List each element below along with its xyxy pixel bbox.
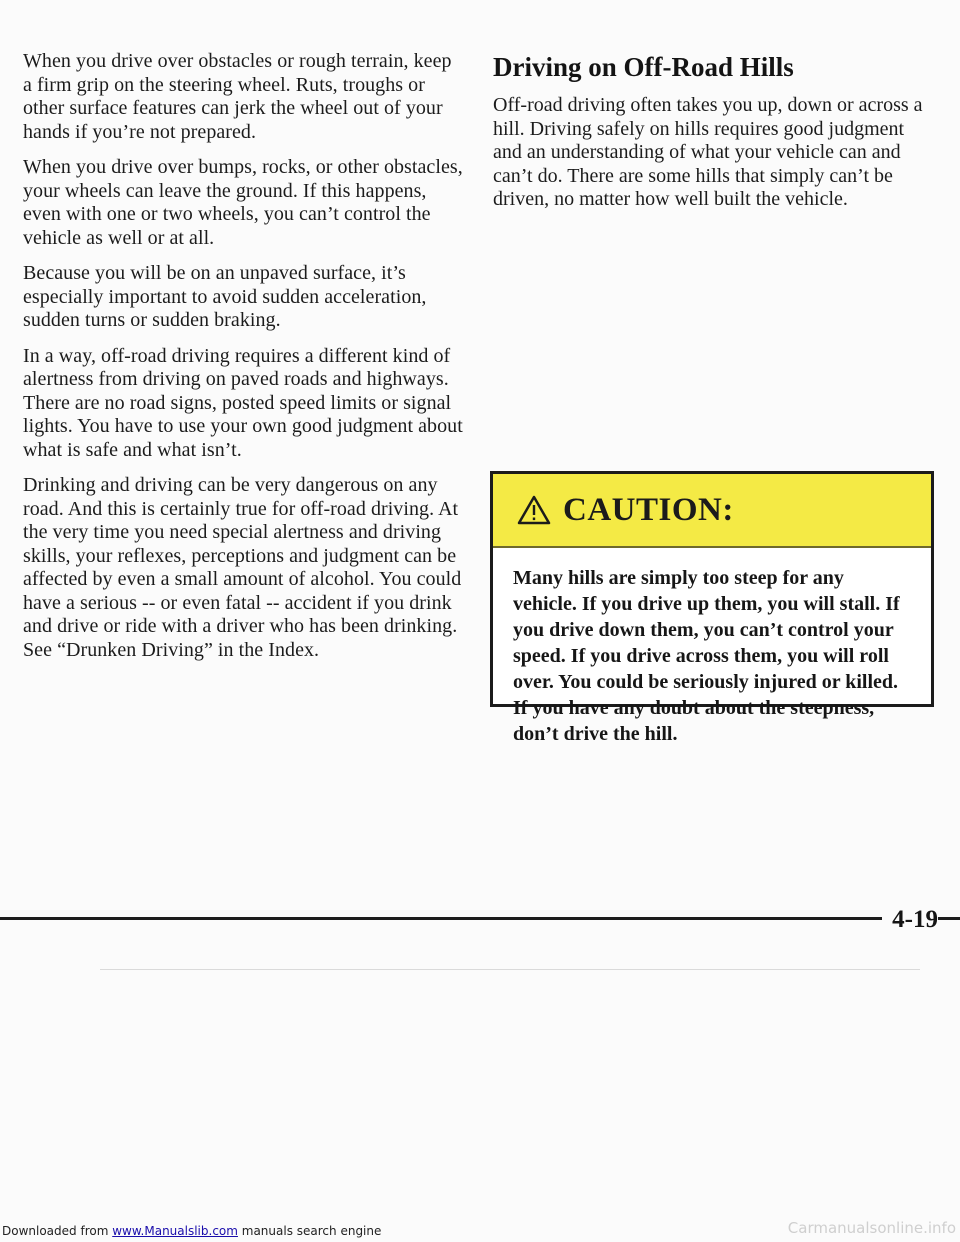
footer-rule [0, 917, 960, 920]
warning-triangle-icon [517, 495, 551, 525]
paragraph-bumps-rocks: When you drive over bumps, rocks, or other obstacles, your wheels can leave the ground. If this happens, even with one or two wheels, you can’t control the vehicle as well or at all. [23, 156, 463, 249]
download-footer [2, 1223, 381, 1239]
right-column [493, 50, 935, 212]
page-number: 4-19 [882, 906, 938, 934]
paragraph-alertness: In a way, off-road driving requires a different kind of alertness from driving on paved roads and highways. There are no road signs, posted speed limits or signal lights. You have to use your own good judgment about what is safe and what isn’t. [23, 344, 463, 461]
manualslib-link[interactable]: www.Manualslib.com [112, 1224, 238, 1238]
faint-rule [100, 969, 920, 970]
left-column [23, 50, 463, 674]
caution-body: Many hills are simply too steep for any vehicle. If you drive up them, you will stall. If you drive down them, you can’t control your speed. If you drive across them, you will roll over. You could be seriously injured or killed. If you have any doubt about the steepness, don’t drive the hill. [513, 567, 900, 745]
section-heading: Driving on Off-Road Hills [493, 52, 794, 82]
paragraph-unpaved-surface: Because you will be on an unpaved surface, it’s especially important to avoid sudden acceleration, sudden turns or sudden braking. [23, 262, 427, 331]
paragraph-rough-terrain: When you drive over obstacles or rough terrain, keep a firm grip on the steering wheel. Ruts, troughs or other surface features can jerk the wheel out of your hands if you’re not prepared. [23, 50, 452, 143]
footer-prefix: Downloaded from [2, 1224, 113, 1238]
section-intro-paragraph: Off-road driving often takes you up, down or across a hill. Driving safely on hills requires good judgment and an understanding of what your vehicle can and can’t do. There are some hills that simply can’t be driven, no matter how well built the vehicle. [493, 94, 923, 210]
caution-title: CAUTION: [563, 491, 734, 528]
caution-header [493, 474, 931, 548]
paragraph-drinking-driving: Drinking and driving can be very dangerous on any road. And this is certainly true for off-road driving. At the very time you need special alertness and driving skills, your reflexes, perceptions and judgment can be affected by even a small amount of alcohol. You could have a serious -- or even fatal -- accident if you drink and drive or ride with a driver who has been drinking. See “Drunken Driving” in the Index. [23, 474, 462, 661]
footer-suffix: manuals search engine [237, 1224, 382, 1238]
caution-box [490, 471, 934, 745]
watermark-text: Carmanualsonline.info [787, 1219, 956, 1237]
